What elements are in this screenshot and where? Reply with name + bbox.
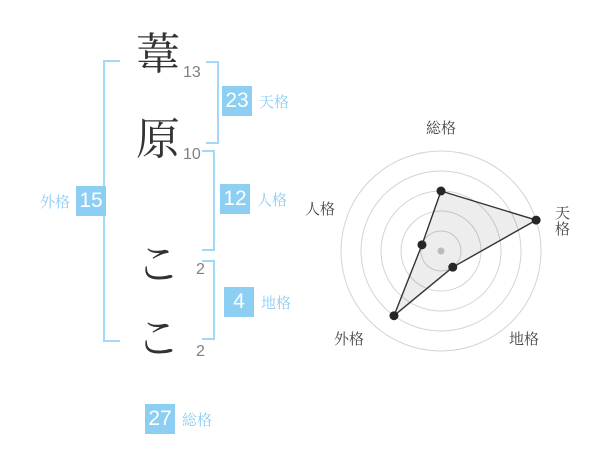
jinkaku-bracket (202, 150, 215, 251)
surname-tenkaku-bracket (206, 61, 219, 144)
jinkaku-value-badge: 12 (220, 184, 250, 214)
radar-plot (301, 111, 581, 391)
soukaku-label: 総格 (182, 411, 213, 429)
name-char-2: 原 (136, 115, 180, 164)
chikaku-score (224, 287, 291, 317)
name-char-4: こ (136, 314, 180, 363)
stroke-count-4: 2 (196, 343, 205, 360)
gaikaku-label: 外格 (40, 193, 71, 211)
name-char-3: こ (136, 240, 180, 289)
tenkaku-score (222, 86, 289, 116)
stroke-count-2: 10 (183, 146, 201, 163)
radar-chart (301, 111, 581, 391)
radar-label-jinkaku: 人格 (305, 201, 336, 218)
soukaku-value-badge: 27 (145, 404, 175, 434)
chikaku-value-badge: 4 (224, 287, 254, 317)
jinkaku-score (220, 184, 287, 214)
chikaku-label: 地格 (261, 294, 292, 312)
tenkaku-label: 天格 (259, 93, 290, 111)
stroke-count-1: 13 (183, 64, 201, 81)
radar-label-gaikaku: 外格 (334, 331, 365, 348)
radar-label-tenkaku: 天格 (555, 205, 571, 238)
jinkaku-label: 人格 (257, 191, 288, 209)
stroke-count-3: 2 (196, 261, 205, 278)
soukaku-score (145, 404, 212, 434)
radar-label-soukaku: 総格 (425, 120, 456, 137)
gaikaku-value-badge: 15 (76, 186, 106, 216)
tenkaku-value-badge: 23 (222, 86, 252, 116)
gaikaku-score (40, 186, 106, 216)
name-char-1: 葦 (136, 30, 180, 79)
radar-label-chikaku: 地格 (509, 331, 540, 348)
